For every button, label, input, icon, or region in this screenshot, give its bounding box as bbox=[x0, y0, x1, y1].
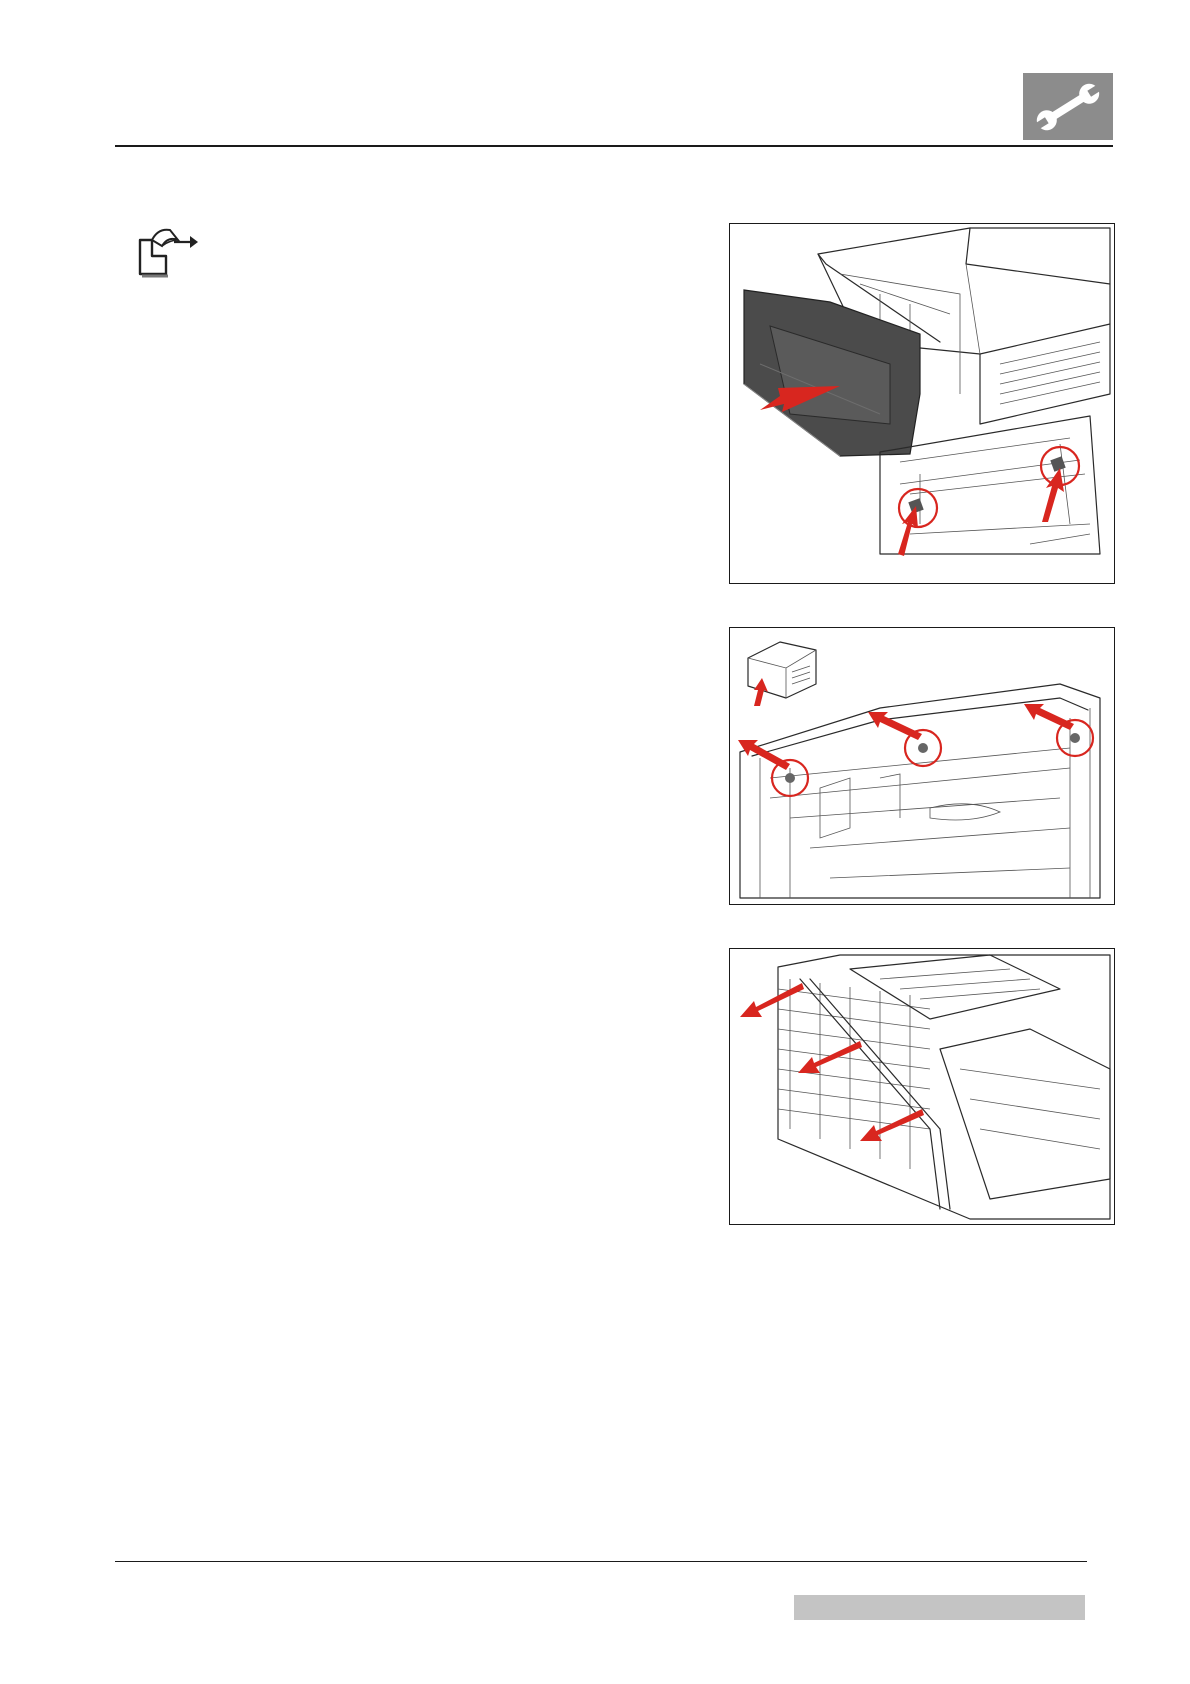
footer-bar bbox=[794, 1595, 1085, 1620]
figure-rear-screws bbox=[729, 627, 1115, 905]
manual-reference-icon bbox=[136, 226, 208, 278]
rear-screws-illustration bbox=[730, 628, 1114, 904]
wrench-badge bbox=[1023, 73, 1113, 140]
drawer-removal-illustration bbox=[730, 224, 1114, 583]
figure-side-screws bbox=[729, 948, 1115, 1225]
header-rule bbox=[115, 145, 1113, 147]
figure-drawer-removal bbox=[729, 223, 1115, 584]
side-screws-illustration bbox=[730, 949, 1114, 1224]
footer-rule bbox=[115, 1561, 1087, 1562]
wrench-icon bbox=[1023, 73, 1113, 140]
